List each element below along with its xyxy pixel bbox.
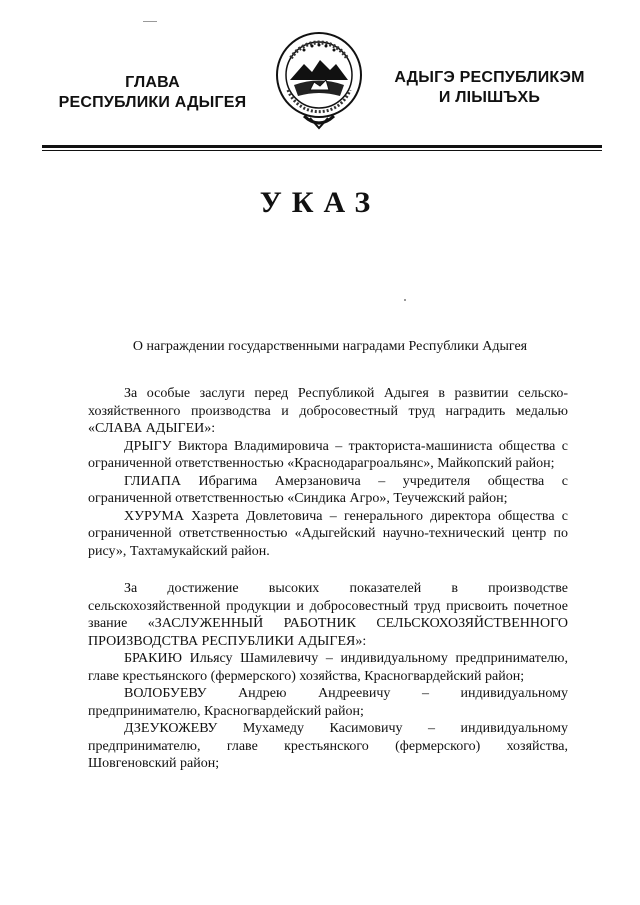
header-left-line2: РЕСПУБЛИКИ АДЫГЕЯ [58,94,247,111]
decree-subject: О награждении государственными наградами Республики Адыгея [132,339,528,354]
paragraph-awardee: ДЗЕУКОЖЕВУ Мухамеду Касимовичу – индивидуальному предпринимателю, главе крестьянского (фермерского) хозяйства, Шовгеновский район; [88,721,568,771]
paragraph-awardee: ГЛИАПА Ибрагима Амерзановича – учредителя общества с ограниченной ответственностью «Синдика Агро», Теучежский район; [88,473,568,506]
header-divider-thick [42,145,602,148]
paragraph-awardee: ДРЫГУ Виктора Владимировича – тракториста-машиниста общества с ограниченной ответственностью «Краснодарагроальянс», Майкопский район; [88,438,568,471]
paragraph-title-intro: За достижение высоких показателей в производстве сельскохозяйственной продукции и добросовестный труд присвоить почетное звание «ЗАСЛУЖЕННЫЙ РАБОТНИК СЕЛЬСКОХОЗЯЙСТВЕННОГО ПРОИЗВОДСТВА РЕСПУБЛИКИ АДЫГЕЯ»: [88,581,568,649]
header-left-line1: ГЛАВА [125,74,180,91]
decree-body [88,385,568,773]
coat-of-arms-adygea-icon [274,30,364,136]
paragraph-awardee: БРАКИЮ Ильясу Шамилевичу – индивидуальному предпринимателю, главе крестьянского (фермерского) хозяйства, Красногвардейский район; [88,651,568,684]
decree-title: УКАЗ [259,186,381,219]
header-left [40,73,265,113]
paragraph-awardee: ВОЛОБУЕВУ Андрею Андреевичу – индивидуальному предпринимателю, Красногвардейский район; [88,686,568,719]
header-right-line1: АДЫГЭ РЕСПУБЛИКЭМ [394,69,585,86]
header-right-line2: И ЛІЫШЪХЬ [438,89,541,106]
section-gap [88,560,568,580]
paragraph-medal-intro: За особые заслуги перед Республикой Адыгея в развитии сельско-хозяйственного производства и добросовестный труд наградить медалью «СЛАВА АДЫГЕИ»: [88,386,568,436]
scan-speck [404,299,406,301]
scan-speck [143,21,157,22]
paragraph-awardee: ХУРУМА Хазрета Довлетовича – генерального директора общества с ограниченной ответственностью «Адыгейский научно-технический центр по рису», Тахтамукайский район. [88,508,568,559]
header-divider-thin [42,150,602,151]
header-right [377,68,602,108]
